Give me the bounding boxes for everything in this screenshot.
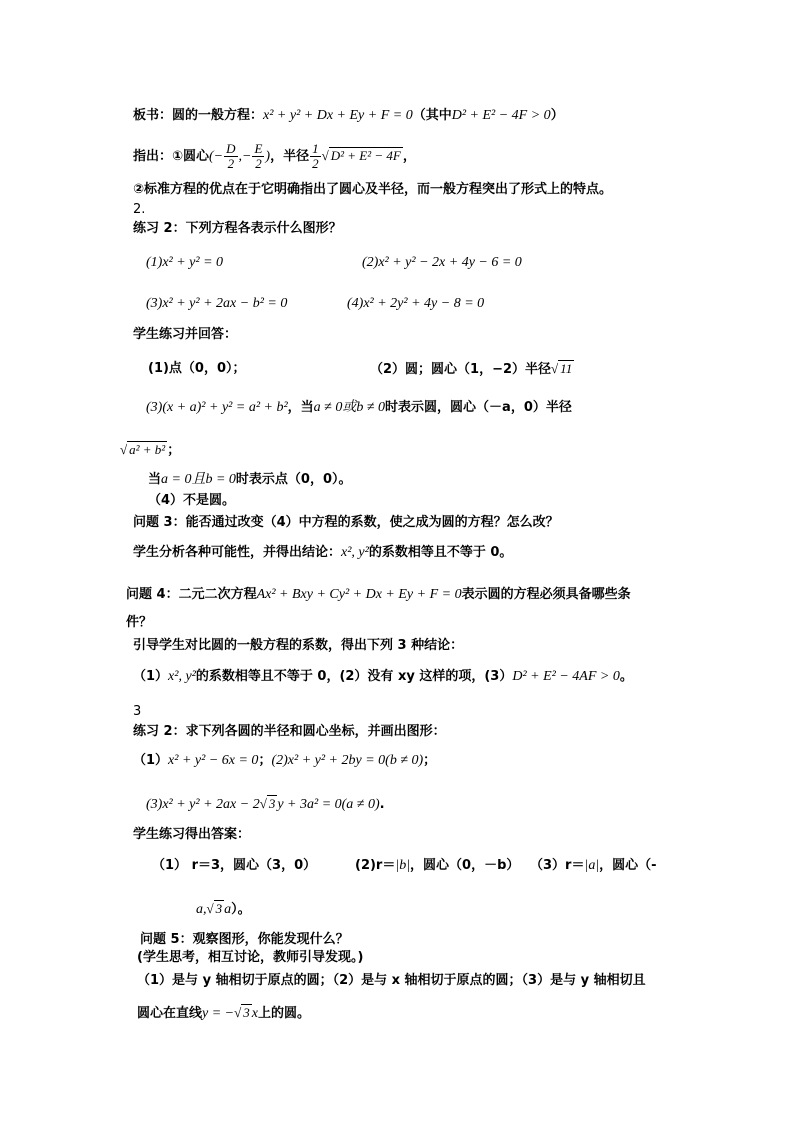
condition-close: ）	[550, 108, 564, 123]
radicand: D² + E² − 4F	[330, 148, 401, 163]
conclusion-tail: 的系数相等且不等于 0。	[368, 545, 513, 560]
line-equation-a: y = −	[202, 1006, 235, 1021]
answer-1: (1)点（0，0）；	[148, 361, 246, 376]
equation-1: (1)x² + y² = 0	[146, 255, 224, 270]
fraction-one-half	[310, 142, 321, 171]
conclusion-middle: 的系数相等且不等于 0，(2）没有 xy 这样的项，(3）	[195, 669, 513, 684]
conclusion-vars: x², y²	[168, 669, 196, 684]
answer-circle-3-center	[196, 900, 251, 919]
center-close: )	[265, 149, 271, 164]
exercise-2b-items	[133, 752, 436, 770]
line-on-text: 圆心在直线	[137, 1006, 203, 1021]
exercise-item-3	[146, 295, 287, 313]
line-tail: ）。	[231, 902, 251, 917]
guide-compare: 引导学生对比圆的一般方程的系数，得出下列 3 种结论：	[133, 638, 464, 653]
question-5: 问题 5：观察图形，你能发现什么？	[140, 932, 349, 947]
fraction-numerator: D	[226, 141, 236, 156]
equation-3: (3)x² + y² + 2ax − b² = 0	[146, 296, 288, 311]
equation-2: (2)x² + y² − 2x + 4y − 6 = 0	[362, 255, 522, 270]
question-3: 问题 3：能否通过改变（4）中方程的系数，使之成为圆的方程？怎么改？	[133, 515, 559, 530]
section-number-2: 2.	[133, 202, 146, 217]
student-answer-label: 学生练习并回答：	[133, 327, 238, 342]
question-4-label: 问题 4：二元二次方程	[126, 587, 257, 602]
answer-3-radius	[120, 441, 180, 460]
general-equation: x² + y² + Dx + Ey + F = 0	[263, 108, 413, 123]
answer-3-when: ，当	[287, 400, 314, 415]
student-conclusion	[133, 544, 512, 562]
when-label: 当	[148, 472, 162, 487]
fraction-e-over-2	[252, 142, 264, 171]
radicand: 3	[243, 1005, 250, 1020]
observation-2	[137, 1004, 310, 1023]
point-out-label: 指出：①圆心	[133, 149, 210, 164]
exercise-item-2	[362, 254, 522, 272]
answer-3-center: ，圆心（-	[599, 858, 657, 873]
fraction-d-over-2	[224, 142, 237, 171]
fraction-numerator: 1	[312, 141, 319, 156]
conclusion-vars: x², y²	[341, 545, 369, 560]
answer-3-prefix: （3）r＝	[530, 858, 585, 873]
three-conclusions	[133, 668, 633, 686]
condition-expression: D² + E² − 4F > 0	[451, 108, 551, 123]
radicand: 11	[560, 361, 573, 376]
sqrt-a2-b2: √ a² + b²	[120, 442, 166, 457]
sqrt-3: √ 3	[206, 901, 223, 916]
center-b: a	[224, 902, 232, 917]
point-result: 时表示点（0，0）。	[235, 472, 352, 487]
center-comma: ,−	[238, 149, 252, 164]
fraction-denominator: 2	[227, 156, 235, 171]
answer-circle-2	[355, 857, 519, 875]
answer-3-point-case	[148, 471, 352, 489]
answer-2	[370, 360, 574, 379]
center-open: (−	[209, 149, 224, 164]
item-3-equation-a: (3)x² + y² + 2ax − 2	[146, 797, 260, 812]
answer-2-text: （2）圆；圆心（1，−2）半径	[370, 362, 552, 377]
line-standard-advantage: ②标准方程的优点在于它明确指出了圆心及半径，而一般方程突出了形式上的特点。	[133, 182, 613, 197]
line-equation-b: x	[251, 1006, 258, 1021]
item-2-equation: (2)x² + y² + 2by = 0(b ≠ 0)	[271, 753, 424, 768]
observation-1: （1）是与 y 轴相切于原点的圆；（2）是与 x 轴相切于原点的圆；（3）是与 y 轴相切且	[137, 973, 646, 988]
radicand: 3	[268, 796, 276, 811]
answer-4: （4）不是圆。	[148, 493, 236, 508]
board-label: 板书：圆的一般方程：	[133, 108, 264, 123]
student-discussion: (学生思考，相互讨论，教师引导发现。)	[137, 950, 364, 965]
equation-4: (4)x² + 2y² + 4y − 8 = 0	[347, 296, 485, 311]
item-1-equation: x² + y² − 6x = 0	[168, 753, 259, 768]
question-4-tail: 表示圆的方程必须具备哪些条	[461, 587, 631, 602]
radicand: a² + b²	[129, 442, 166, 457]
answer-circle-1: （1） r＝3，圆心（3，0）	[152, 858, 317, 873]
answer-circle-3	[530, 857, 657, 875]
conclusion-text: 学生分析各种可能性，并得出结论：	[133, 545, 342, 560]
line-tail: ；	[167, 443, 181, 458]
answer-2-center: ，圆心（0，－b）	[410, 858, 520, 873]
student-answers-label: 学生练习得出答案：	[133, 827, 251, 842]
answer-2-prefix: (2)r＝	[355, 858, 396, 873]
line-tail: 上的圆。	[257, 1006, 310, 1021]
radicand: 3	[215, 901, 223, 916]
sqrt-11: √ 11	[551, 361, 573, 376]
item-1-label: （1）	[133, 753, 169, 768]
quadratic-equation: Ax² + Bxy + Cy² + Dx + Ey + F = 0	[256, 587, 462, 602]
radius-label: ，半径	[270, 149, 310, 164]
answer-3-condition: a ≠ 0或b ≠ 0	[313, 400, 386, 415]
line-center-radius	[133, 139, 416, 173]
exercise-2-title: 练习 2：下列方程各表示什么图形？	[133, 221, 342, 236]
condition-open: （其中	[412, 108, 452, 123]
question-4-continued: 件？	[126, 615, 153, 630]
fraction-denominator: 2	[255, 156, 262, 171]
exercise-item-1	[146, 254, 223, 272]
item-3-equation-b: y + 3a² = 0(a ≠ 0)	[277, 797, 380, 812]
answer-3-equation: (3)(x + a)² + y² = a² + b²	[146, 400, 288, 415]
exercise-item-4	[347, 295, 484, 313]
answer-3	[146, 399, 572, 417]
center-a: a,	[196, 902, 207, 917]
line-tail: .	[379, 797, 385, 812]
sqrt-3: √ 3	[234, 1005, 250, 1020]
conclusion-condition: D² + E² − 4AF > 0	[512, 669, 620, 684]
line-tail: ，	[402, 149, 416, 164]
line-tail: 。	[619, 669, 633, 684]
abs-b: |b|	[395, 858, 411, 873]
conclusion-1-label: （1）	[133, 669, 169, 684]
line-tail: ；	[423, 753, 437, 768]
radius-sqrt: √ D² + E² − 4F	[321, 148, 401, 163]
line-board-equation	[133, 107, 564, 125]
abs-a: |a|	[584, 858, 600, 873]
exercise-2b-title: 练习 2：求下列各圆的半径和圆心坐标，并画出图形：	[133, 724, 446, 739]
answer-3-result: 时表示圆，圆心（－a，0）半径	[385, 400, 572, 415]
sqrt-3: √ 3	[259, 796, 276, 811]
fraction-numerator: E	[254, 141, 263, 156]
point-condition: a = 0且b = 0	[161, 472, 236, 487]
separator: ；	[258, 753, 272, 768]
question-4	[126, 586, 631, 604]
fraction-denominator: 2	[312, 156, 319, 171]
exercise-2b-item-3	[146, 795, 385, 814]
section-number-3: 3	[133, 704, 142, 719]
